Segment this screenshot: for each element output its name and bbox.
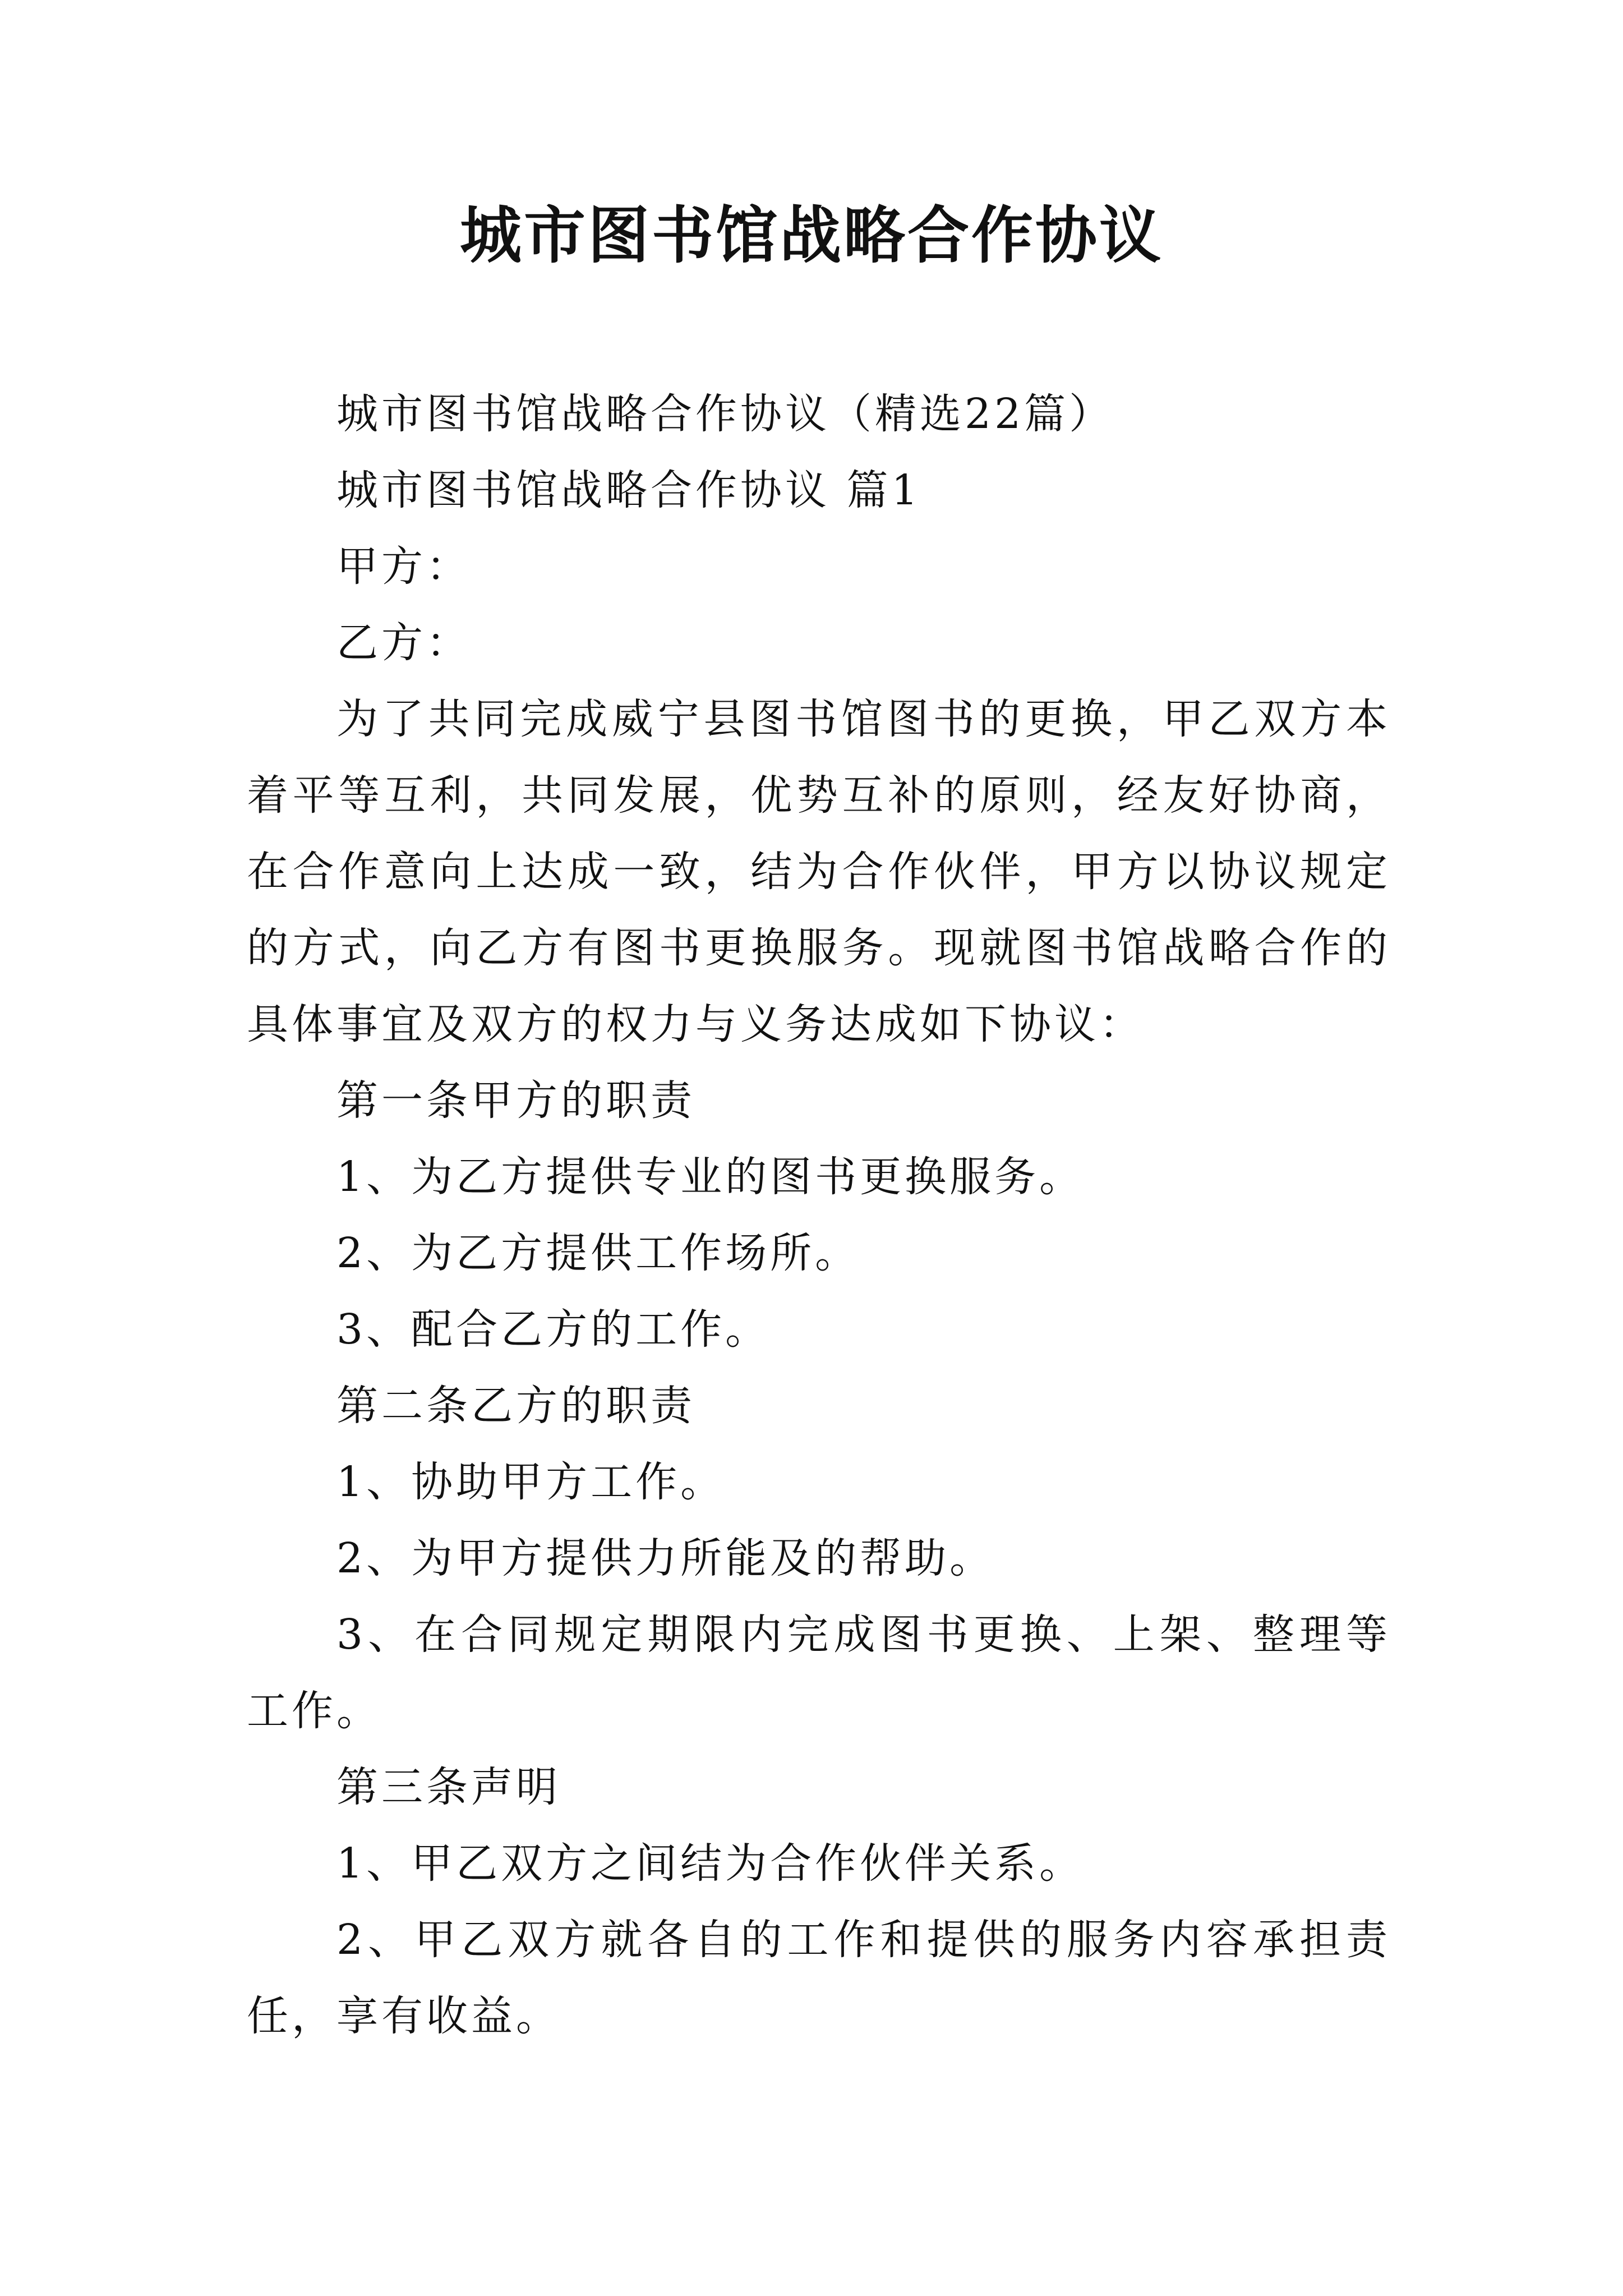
paragraph-subtitle: 城市图书馆战略合作协议（精选22篇） [336,390,1114,438]
paragraph-party-a: 甲方： [336,542,471,591]
paragraph-party-b: 乙方： [336,619,471,667]
paragraph-preamble: 为了共同完成威宁县图书馆图书的更换，甲乙双方本着平等互利，共同发展，优势互补的原则，经友好协商，在合作意向上达成一致，结为合作伙伴，甲方以协议规定的方式，向乙方有图书更换服务。现就图书馆战略合作的具体事宜及双方的权力与义务达成如下协议： [247,695,1391,1048]
document-title: 城市图书馆战略合作协议 [460,199,1163,272]
paragraph-article-1-item-3: 3、配合乙方的工作。 [336,1305,771,1354]
paragraph-article-1-item-2: 2、为乙方提供工作场所。 [336,1229,860,1277]
paragraph-article-1-heading: 第一条甲方的职责 [336,1076,695,1125]
paragraph-article-3-item-1: 1、甲乙双方之间结为合作伙伴关系。 [336,1839,1085,1888]
paragraph-article-2-item-3: 3、在合同规定期限内完成图书更换、上架、整理等工作。 [247,1611,1391,1735]
paragraph-article-2-item-1: 1、协助甲方工作。 [336,1458,726,1506]
paragraph-article-3-item-2: 2、甲乙双方就各自的工作和提供的服务内容承担责任，享有收益。 [247,1916,1391,2040]
paragraph-article-2-item-2: 2、为甲方提供力所能及的帮助。 [336,1534,995,1582]
paragraph-article-2-heading: 第二条乙方的职责 [336,1382,695,1430]
document-body [247,376,1391,2054]
paragraph-section-heading: 城市图书馆战略合作协议 篇1 [336,466,921,514]
paragraph-article-3-heading: 第三条声明 [336,1763,561,1811]
paragraph-article-1-item-1: 1、为乙方提供专业的图书更换服务。 [336,1153,1085,1201]
